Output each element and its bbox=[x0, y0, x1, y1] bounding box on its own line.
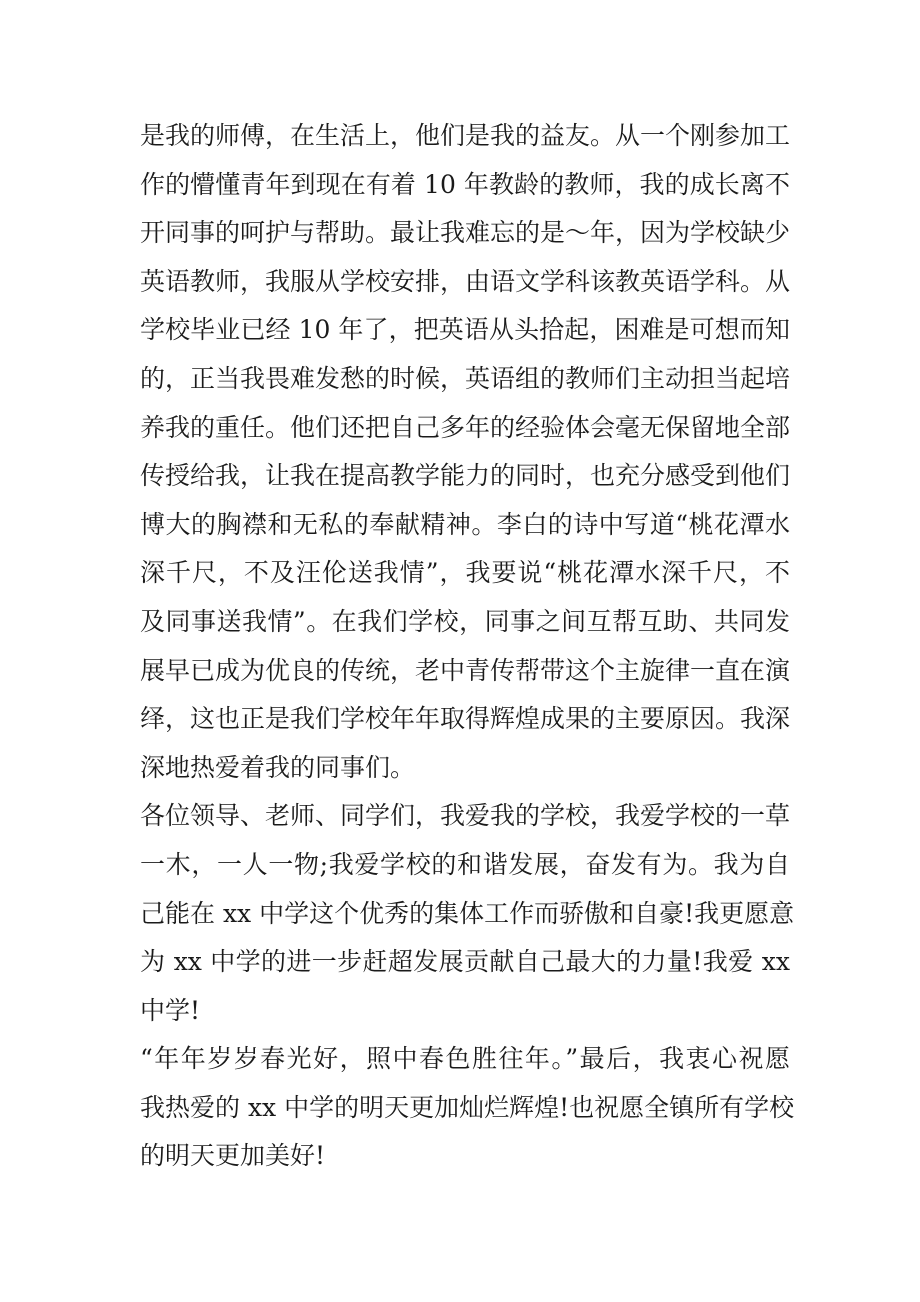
text-line: 深千尺，不及汪伦送我情”，我要说“桃花潭水深千尺，不 bbox=[140, 558, 790, 588]
text-line: 中学! bbox=[140, 995, 201, 1025]
text-line: 展早已成为优良的传统，老中青传帮带这个主旋律一直在演 bbox=[140, 655, 791, 685]
text-line: 我热爱的 xx 中学的明天更加灿烂辉煌!也祝愿全镇所有学校 bbox=[140, 1092, 795, 1122]
text-line: “年年岁岁春光好，照中春色胜往年。”最后，我衷心祝愿 bbox=[140, 1044, 790, 1074]
text-line: 是我的师傅，在生活上，他们是我的益友。从一个刚参加工 bbox=[140, 121, 791, 150]
text-line: 一木，一人一物;我爱学校的和谐发展，奋发有为。我为自 bbox=[140, 849, 790, 879]
text-line: 为 xx 中学的进一步赶超发展贡献自己最大的力量!我爱 xx bbox=[140, 947, 790, 977]
text-line: 己能在 xx 中学这个优秀的集体工作而骄傲和自豪!我更愿意 bbox=[140, 898, 795, 928]
paragraph-colleagues bbox=[140, 112, 790, 792]
text-line: 各位领导、老师、同学们，我爱我的学校，我爱学校的一草 bbox=[140, 801, 791, 831]
text-line: 及同事送我情”。在我们学校，同事之间互帮互助、共同发 bbox=[140, 606, 790, 636]
text-line: 养我的重任。他们还把自己多年的经验体会毫无保留地全部 bbox=[140, 412, 791, 442]
text-line: 的，正当我畏难发愁的时候，英语组的教师们主动担当起培 bbox=[140, 363, 791, 393]
paragraph-closing bbox=[140, 1035, 795, 1181]
text-line: 传授给我，让我在提高教学能力的同时，也充分感受到他们 bbox=[140, 461, 791, 491]
text-line: 学校毕业已经 10 年了，把英语从头拾起，困难是可想而知 bbox=[140, 315, 790, 345]
paragraph-school bbox=[140, 792, 795, 1035]
text-line: 深地热爱着我的同事们。 bbox=[140, 752, 416, 782]
text-line: 博大的胸襟和无私的奉献精神。李白的诗中写道“桃花潭水 bbox=[140, 509, 790, 539]
text-line: 开同事的呵护与帮助。最让我难忘的是～年，因为学校缺少 bbox=[140, 218, 791, 248]
document-body bbox=[140, 112, 795, 1181]
text-line: 英语教师，我服从学校安排，由语文学科该教英语学科。从 bbox=[140, 266, 791, 296]
text-line: 绎，这也正是我们学校年年取得辉煌成果的主要原因。我深 bbox=[140, 704, 791, 734]
text-line: 的明天更加美好! bbox=[140, 1141, 326, 1171]
text-line: 作的懵懂青年到现在有着 10 年教龄的教师，我的成长离不 bbox=[140, 169, 790, 199]
